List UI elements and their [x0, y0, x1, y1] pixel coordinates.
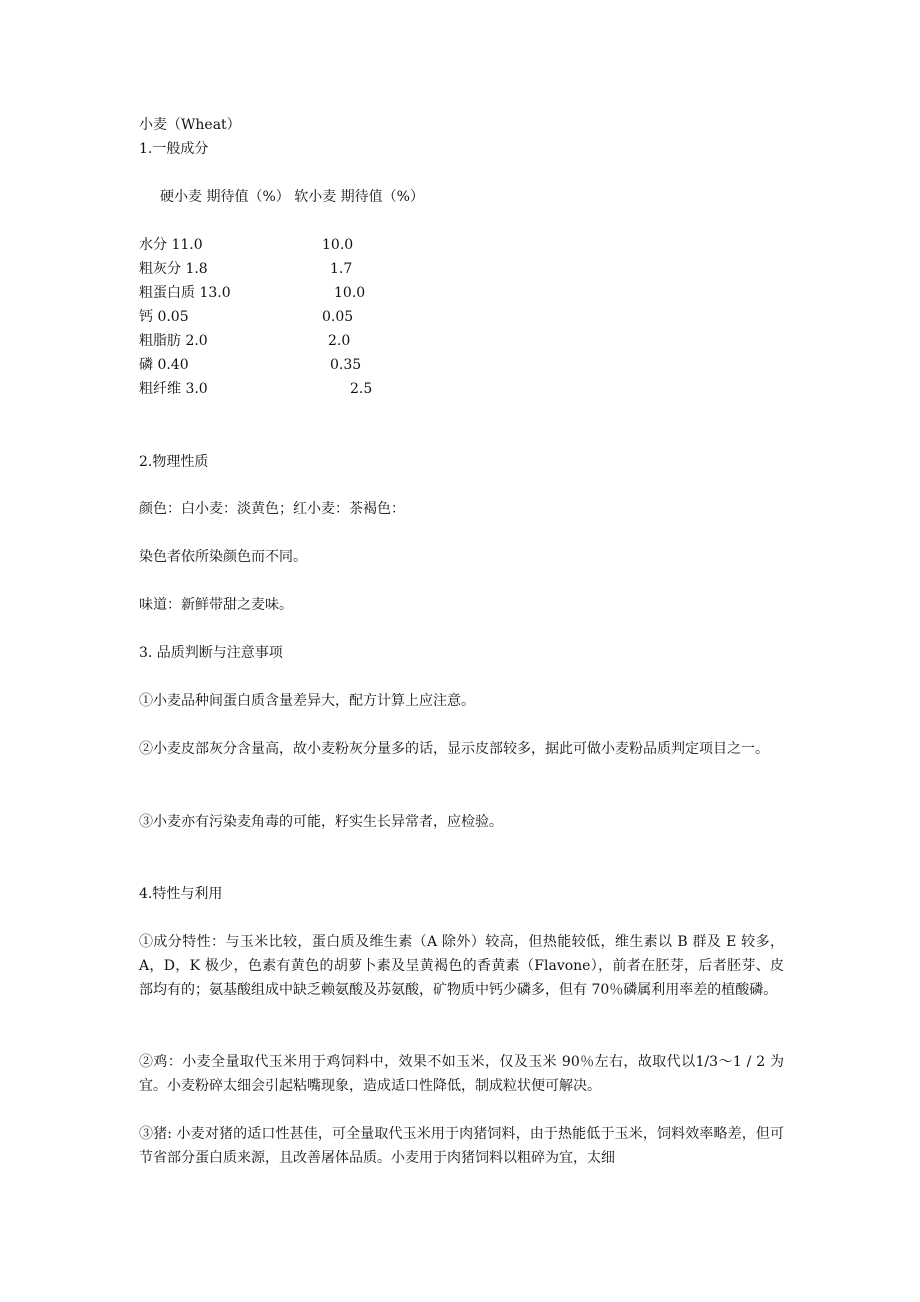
- table-row-label: 粗灰分 1.8: [139, 261, 208, 277]
- table-row-soft-value: 2.0: [328, 333, 351, 349]
- section-1-heading: 1.一般成分: [139, 141, 209, 157]
- usage-note-composition: ①成分特性：与玉米比较，蛋白质及维生素（A 除外）较高，但热能较低，维生素以 B 群及 E 较多，A，D，K 极少，色素有黄色的胡萝卜素及呈黄褐色的香黄素（Flavone），前者在胚芽，后者胚芽、皮部均有的；氨基酸组成中缺乏赖氨酸及苏氨酸，矿物质中钙少磷多，但有 70％磷属利用率差的植酸磷。: [139, 934, 784, 998]
- table-row-label: 磷 0.40: [139, 357, 189, 373]
- table-row-soft-value: 2.5: [350, 381, 373, 397]
- section-2-heading: 2.物理性质: [139, 454, 209, 470]
- section-4-heading: 4.特性与利用: [139, 886, 223, 902]
- color-description: 颜色：白小麦：淡黄色；红小麦：茶褐色：: [139, 501, 405, 517]
- dye-description: 染色者依所染颜色而不同。: [139, 549, 307, 565]
- taste-description: 味道：新鲜带甜之麦味。: [139, 597, 293, 613]
- table-row-soft-value: 0.35: [330, 357, 362, 373]
- quality-note-1: ①小麦品种间蛋白质含量差异大，配方计算上应注意。: [139, 693, 475, 709]
- usage-note-chicken: ②鸡：小麦全量取代玉米用于鸡饲料中，效果不如玉米，仅及玉米 90％左右，故取代以1/3～1 / 2 为宜。小麦粉碎太细会引起粘嘴现象，造成适口性降低，制成粒状便可解决。: [139, 1054, 784, 1094]
- table-row-soft-value: 1.7: [330, 261, 353, 277]
- table-row-label: 钙 0.05: [139, 309, 189, 325]
- table-row-soft-value: 10.0: [322, 237, 354, 253]
- table-row-soft-value: 10.0: [334, 285, 366, 301]
- table-row-label: 水分 11.0: [139, 237, 203, 253]
- usage-note-pig: ③猪: 小麦对猪的适口性甚佳，可全量取代玉米用于肉猪饲料，由于热能低于玉米，饲料效率略差，但可节省部分蛋白质来源，且改善屠体品质。小麦用于肉猪饲料以粗碎为宜，太细: [139, 1126, 784, 1166]
- table-row-label: 粗纤维 3.0: [139, 381, 208, 397]
- document-title: 小麦（Wheat）: [139, 117, 241, 133]
- table-row-label: 粗脂肪 2.0: [139, 333, 208, 349]
- quality-note-3: ③小麦亦有污染麦角毒的可能，籽实生长异常者，应检验。: [139, 814, 503, 830]
- table-row-soft-value: 0.05: [322, 309, 354, 325]
- table-row-label: 粗蛋白质 13.0: [139, 285, 231, 301]
- composition-table-header: 硬小麦 期待值（%） 软小麦 期待值（%）: [160, 189, 424, 205]
- quality-note-2: ②小麦皮部灰分含量高，故小麦粉灰分量多的话，显示皮部较多，据此可做小麦粉品质判定项目之一。: [139, 741, 769, 757]
- section-3-heading: 3. 品质判断与注意事项: [139, 645, 283, 661]
